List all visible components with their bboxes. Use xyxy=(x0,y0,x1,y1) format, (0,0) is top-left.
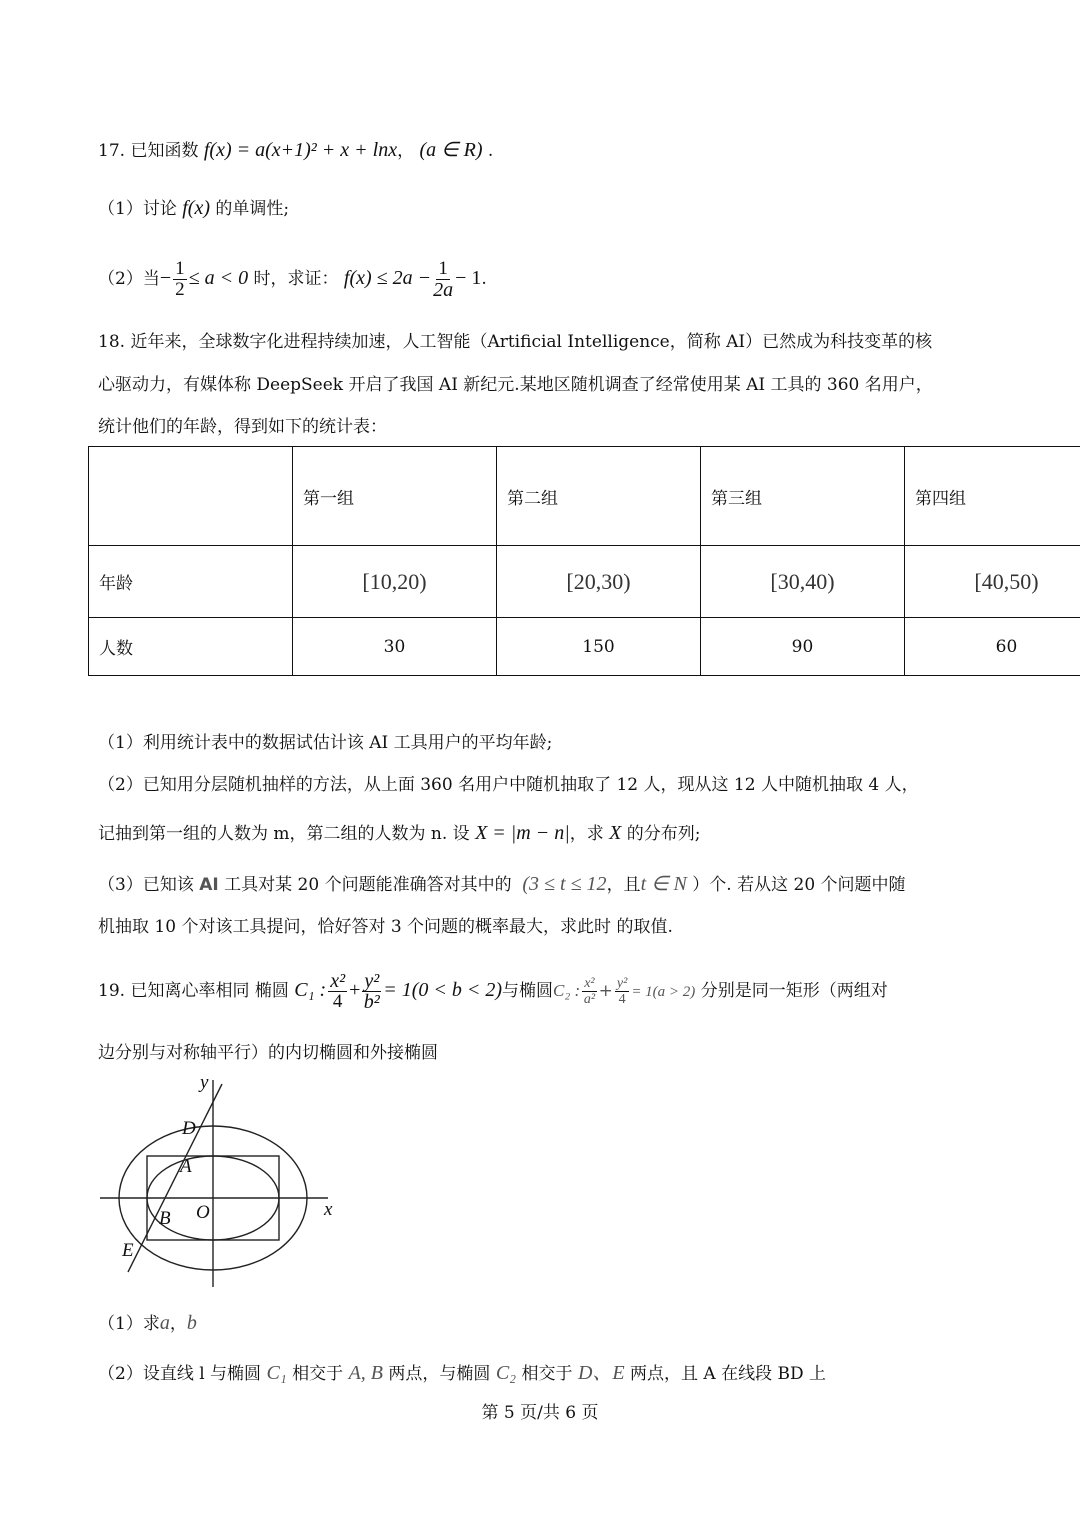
q18-p3-condition: t ∈ N xyxy=(640,873,687,895)
fraction-denominator: 4 xyxy=(618,992,626,1007)
q19-line2: 边分别与对称轴平行）的内切椭圆和外接椭圆 xyxy=(98,1043,438,1063)
q19-p1-b: b xyxy=(186,1312,197,1334)
q19-c1-y-fraction xyxy=(362,971,381,1012)
fraction-denominator: 2 xyxy=(175,279,185,300)
q17-period: . xyxy=(487,141,494,161)
label-d: D xyxy=(182,1118,196,1139)
table-header-cell: 第三组 xyxy=(701,447,905,546)
q18-part3-line2: 机抽取 10 个对该工具提问，恰好答对 3 个问题的概率最大，求此时 的取值. xyxy=(98,917,673,937)
q17-comma: ， xyxy=(397,141,415,161)
q17-condition: (a ∈ R) xyxy=(419,139,483,161)
q17-p1-prefix: （1）讨论 xyxy=(98,199,177,219)
label-y: y xyxy=(200,1072,209,1093)
table-cell: 150 xyxy=(497,618,701,676)
fraction-numerator: 1 xyxy=(438,258,448,279)
q19-p1-a: a xyxy=(159,1312,170,1334)
q18-p2-variable: X xyxy=(609,822,622,844)
q17-p1-formula: f(x) xyxy=(182,197,210,219)
table-row-age xyxy=(89,546,1080,618)
q17-p2-lhs: f(x) ≤ 2a − xyxy=(343,267,432,289)
q18-line1: 18. 近年来，全球数字化进程持续加速，人工智能（Artificial Intelligence，简称 AI）已然成为科技变革的核 xyxy=(98,332,933,352)
age-statistics-table xyxy=(88,446,1080,676)
q19-c1-x-fraction xyxy=(328,971,347,1012)
q17-prefix: 17. 已知函数 xyxy=(98,141,199,161)
q19-p2-de: D、E xyxy=(577,1362,625,1384)
q19-p2-c1: C₁ xyxy=(266,1362,287,1384)
fraction-denominator: 2a xyxy=(433,279,454,301)
q19-p2-c2: C₂ xyxy=(495,1362,517,1384)
q18-part1: （1）利用统计表中的数据试估计该 AI 工具用户的平均年龄; xyxy=(98,733,553,753)
q19-p2-text: （2）设直线 l 与椭圆 xyxy=(98,1364,262,1384)
label-x: x xyxy=(324,1199,333,1220)
q19-p2-text: 相交于 xyxy=(292,1364,344,1384)
q19-part2 xyxy=(98,1361,826,1386)
q17-p2-half-fraction xyxy=(173,259,187,300)
q18-p3-text: （3）已知该 xyxy=(98,875,194,895)
label-e: E xyxy=(122,1240,134,1261)
q19-p2-ab: A, B xyxy=(348,1362,384,1384)
q17-p2-prefix: （2）当 xyxy=(98,269,160,289)
q19-c2-y-fraction xyxy=(615,976,629,1007)
table-cell: 90 xyxy=(701,618,905,676)
table-header-cell: 第一组 xyxy=(293,447,497,546)
q17-p2-mid: 时，求证： xyxy=(253,269,339,289)
q17-p2-rhs: − 1 xyxy=(455,267,482,289)
q18-p3-ai: AI xyxy=(199,875,219,895)
table-header-cell: 第二组 xyxy=(497,447,701,546)
q17-p2-period: . xyxy=(481,269,487,289)
q17-stem xyxy=(98,138,493,163)
q19-c2-label: C₂ : xyxy=(553,981,581,1000)
q18-part2-line2 xyxy=(98,821,701,846)
table-cell: 60 xyxy=(905,618,1080,676)
label-a: A xyxy=(180,1156,192,1177)
q19-text: 分别是同一矩形（两组对 xyxy=(700,981,888,1001)
fraction-numerator: 1 xyxy=(175,258,185,279)
q17-p1-suffix: 的单调性; xyxy=(215,199,290,219)
q18-part2-line1: （2）已知用分层随机抽样的方法，从上面 360 名用户中随机抽取了 12 人，现从这 12 人中随机抽取 4 人， xyxy=(98,775,919,795)
q18-p3-text: ）个. 若从这 20 个问题中随 xyxy=(692,875,906,895)
fraction-denominator: b² xyxy=(363,991,380,1013)
fraction-numerator: x² xyxy=(330,970,346,992)
fraction-denominator: 4 xyxy=(332,991,343,1012)
q19-c2-condition: = 1(a > 2) xyxy=(631,984,696,1000)
q17-p2-condition: ≤ a < 0 xyxy=(188,267,249,289)
q17-part1 xyxy=(98,196,289,221)
q19-p1-text: （1）求 xyxy=(98,1314,160,1334)
table-header-cell xyxy=(89,447,293,546)
q18-p3-text: ，且 xyxy=(606,875,641,895)
table-cell: [30,40) xyxy=(701,546,905,618)
table-row-count xyxy=(89,618,1080,676)
q18-line3: 统计他们的年龄，得到如下的统计表： xyxy=(98,417,387,437)
table-row-label: 人数 xyxy=(89,618,293,676)
q18-p2-text: 的分布列; xyxy=(626,824,701,844)
q19-p2-text: 相交于 xyxy=(521,1364,573,1384)
q19-p2-text: 两点，且 A 在线段 BD 上 xyxy=(630,1364,827,1384)
q19-c1-label: C₁ : xyxy=(294,979,327,1001)
ellipse-figure xyxy=(96,1072,346,1302)
q18-line2: 心驱动力，有媒体称 DeepSeek 开启了我国 AI 新纪元.某地区随机调查了经常使用某 AI 工具的 360 名用户， xyxy=(98,375,933,395)
table-cell: [40,50) xyxy=(905,546,1080,618)
q19-c1-condition: = 1(0 < b < 2) xyxy=(383,979,503,1001)
q18-p3-condition: (3 ≤ t ≤ 12 xyxy=(522,873,607,895)
q19-p2-text: 两点，与椭圆 xyxy=(388,1364,491,1384)
fraction-numerator: y² xyxy=(616,976,628,991)
q19-text: 与椭圆 xyxy=(502,981,554,1001)
q17-p2-fraction xyxy=(433,259,453,300)
fraction-denominator: a² xyxy=(583,992,596,1007)
table-cell: [20,30) xyxy=(497,546,701,618)
q19-c2-x-fraction xyxy=(582,976,596,1007)
line-l xyxy=(128,1084,222,1272)
table-header-cell: 第四组 xyxy=(905,447,1080,546)
table-cell: [10,20) xyxy=(293,546,497,618)
table-cell: 30 xyxy=(293,618,497,676)
q19-part1 xyxy=(98,1311,197,1336)
q18-part3-line1 xyxy=(98,872,906,897)
q18-p2-formula: X = |m − n| xyxy=(475,822,570,844)
q17-function-formula: f(x) = a(x+1)² + x + lnx xyxy=(203,139,398,161)
label-o: O xyxy=(196,1202,210,1223)
q18-p3-text: 工具对某 20 个问题能准确答对其中的 xyxy=(224,875,512,895)
q19-p1-sep: ， xyxy=(169,1314,187,1334)
fraction-numerator: y² xyxy=(364,970,380,992)
page-footer: 第 5 页/共 6 页 xyxy=(481,1403,599,1423)
q19-line1: 19. 已知离心率相同 椭圆 C₁ : $\frac{\text{x²}}{4}$ + $\frac{\text{y²}}{\text{b²}}$ = 1(0 < b < 2)与椭圆C₂ : $\frac{\text{x²}}{\text{a²}}$ + $\frac{\text{y²}}{4}$ = 1(a > 2) 分别是同一矩形（两组对 xyxy=(98,970,888,1013)
fraction-numerator: x² xyxy=(584,976,595,991)
q17-p2-minus: − xyxy=(159,267,172,289)
q17-part2 xyxy=(98,258,487,300)
label-b: B xyxy=(159,1208,171,1229)
table-header-row xyxy=(89,447,1080,546)
q18-p2-text: 记抽到第一组的人数为 m，第二组的人数为 n. 设 xyxy=(98,824,470,844)
q19-text: 19. 已知离心率相同 椭圆 xyxy=(98,981,289,1001)
table-row-label: 年龄 xyxy=(89,546,293,618)
q18-p2-text: ，求 xyxy=(569,824,604,844)
